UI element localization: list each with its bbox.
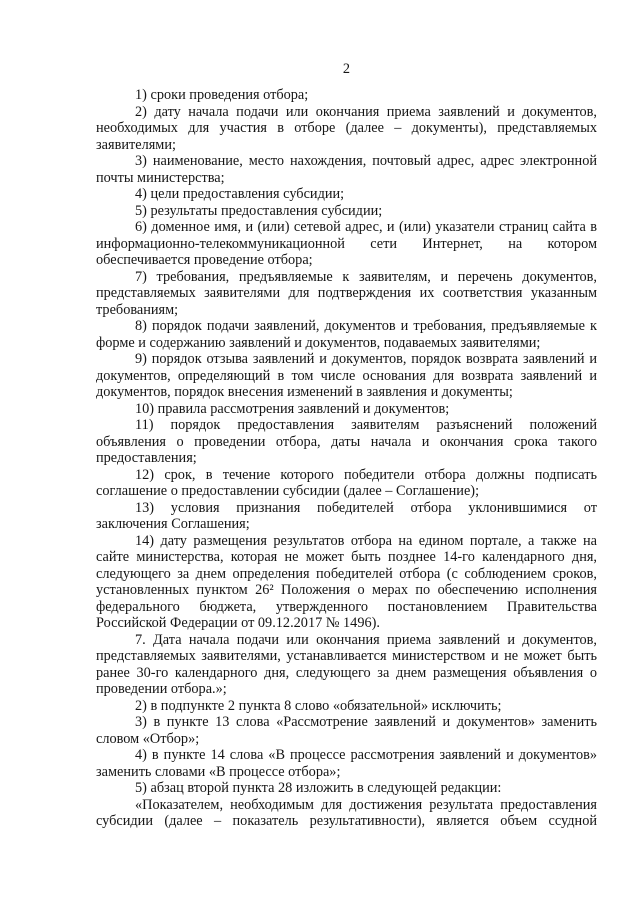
text-line: заявителями; <box>96 136 176 153</box>
text-line: 7) требования, предъявляемые к заявителям, и перечень документов, <box>135 268 597 285</box>
page-number: 2 <box>342 61 351 77</box>
clause-7 <box>96 632 597 698</box>
text-line: субсидии (далее – показатель результативности), является объем ссудной <box>96 813 597 829</box>
text-line: заменить словами «В процессе отбора»; <box>96 763 341 780</box>
text-line: 9) порядок отзыва заявлений и документов, порядок возврата заявлений и <box>135 351 597 367</box>
text-line: заключения Соглашения; <box>96 516 250 532</box>
text-line: объявления о проведении отбора, даты начала и окончания срока такого <box>96 433 597 450</box>
text-line: 13) условия признания победителей отбора уклонившимися от <box>135 499 597 516</box>
text-line: 5) абзац второй пункта 28 изложить в следующей редакции: <box>135 780 502 796</box>
text-line: 12) срок, в течение которого победители отбора должны подписать <box>135 466 597 483</box>
text-line: необходимых для участия в отборе (далее – документы), представляемых <box>96 120 597 136</box>
document-body <box>96 87 597 830</box>
text-line: форме и содержанию заявлений и документов, подаваемых заявителями; <box>96 334 541 351</box>
text-line: Российской Федерации от 09.12.2017 № 1496). <box>96 615 380 631</box>
text-line: соглашение о предоставлении субсидии (далее – Соглашение); <box>96 483 480 499</box>
text-line: установленных пунктом 26² Положения о мерах по обеспечению исполнения <box>96 582 597 598</box>
announcement-item-10 <box>96 401 597 418</box>
text-line: 5) результаты предоставления субсидии; <box>135 202 383 219</box>
text-line: проведении отбора.»; <box>96 681 227 697</box>
text-line: «Показателем, необходимым для достижения результата предоставления <box>135 796 597 813</box>
announcement-item-13 <box>96 500 597 533</box>
text-line: сайте министерства, которая не может быть позднее 14-го календарного дня, <box>96 549 597 565</box>
text-line: 2) дату начала подачи или окончания приема заявлений и документов, <box>135 103 597 120</box>
announcement-item-1 <box>96 87 597 104</box>
announcement-item-6 <box>96 219 597 269</box>
announcement-item-12 <box>96 467 597 500</box>
text-line: требованиям; <box>96 301 179 318</box>
text-line: 4) цели предоставления субсидии; <box>135 186 345 202</box>
announcement-item-9 <box>96 351 597 401</box>
text-line: документов, определяющий в том числе основания для возврата заявлений и <box>96 367 597 384</box>
text-line: почты министерства; <box>96 169 225 186</box>
text-line: 8) порядок подачи заявлений, документов и требования, предъявляемые к <box>135 318 597 334</box>
text-line: представляемых заявителями для подтверждения их соответствия указанным <box>96 285 597 301</box>
text-line: представляемых заявителями, устанавливается министерством и не может быть <box>96 648 597 664</box>
amendment-item-4 <box>96 747 597 780</box>
text-line: 7. Дата начала подачи или окончания приема заявлений и документов, <box>135 631 597 648</box>
text-line: 11) порядок предоставления заявителям разъяснений положений <box>135 417 597 433</box>
text-line: федерального бюджета, утвержденного постановлением Правительства <box>96 598 597 615</box>
announcement-item-3 <box>96 153 597 186</box>
text-line: обеспечивается проведение отбора; <box>96 252 313 268</box>
quoted-paragraph <box>96 797 597 830</box>
announcement-item-4 <box>96 186 597 203</box>
announcement-item-11 <box>96 417 597 467</box>
announcement-item-14 <box>96 533 597 632</box>
text-line: 1) сроки проведения отбора; <box>135 87 309 103</box>
announcement-item-5 <box>96 203 597 220</box>
announcement-item-2 <box>96 104 597 154</box>
text-line: 3) наименование, место нахождения, почтовый адрес, адрес электронной <box>135 153 597 169</box>
text-line: информационно-телекоммуникационной сети Интернет, на котором <box>96 235 597 252</box>
announcement-item-8 <box>96 318 597 351</box>
text-line: ранее 30-го календарного дня, следующего за днем размещения объявления о <box>96 664 597 681</box>
amendment-item-2 <box>96 698 597 715</box>
text-line: 14) дату размещения результатов отбора на едином портале, а также на <box>135 532 597 549</box>
text-line: предоставления; <box>96 450 197 466</box>
amendment-item-5 <box>96 780 597 797</box>
text-line: 10) правила рассмотрения заявлений и документов; <box>135 400 450 417</box>
text-line: 6) доменное имя, и (или) сетевой адрес, и (или) указатели страниц сайта в <box>135 219 597 235</box>
text-line: следующего за днем определения победителей отбора (с соблюдением сроков, <box>96 565 597 582</box>
announcement-item-7 <box>96 269 597 319</box>
text-line: словом «Отбор»; <box>96 730 200 747</box>
text-line: 3) в пункте 13 слова «Рассмотрение заявлений и документов» заменить <box>135 714 597 730</box>
amendment-item-3 <box>96 714 597 747</box>
text-line: 2) в подпункте 2 пункта 8 слово «обязательной» исключить; <box>135 697 502 714</box>
text-line: 4) в пункте 14 слова «В процессе рассмотрения заявлений и документов» <box>135 747 597 763</box>
text-line: документов, порядок внесения изменений в заявления и документы; <box>96 384 513 400</box>
